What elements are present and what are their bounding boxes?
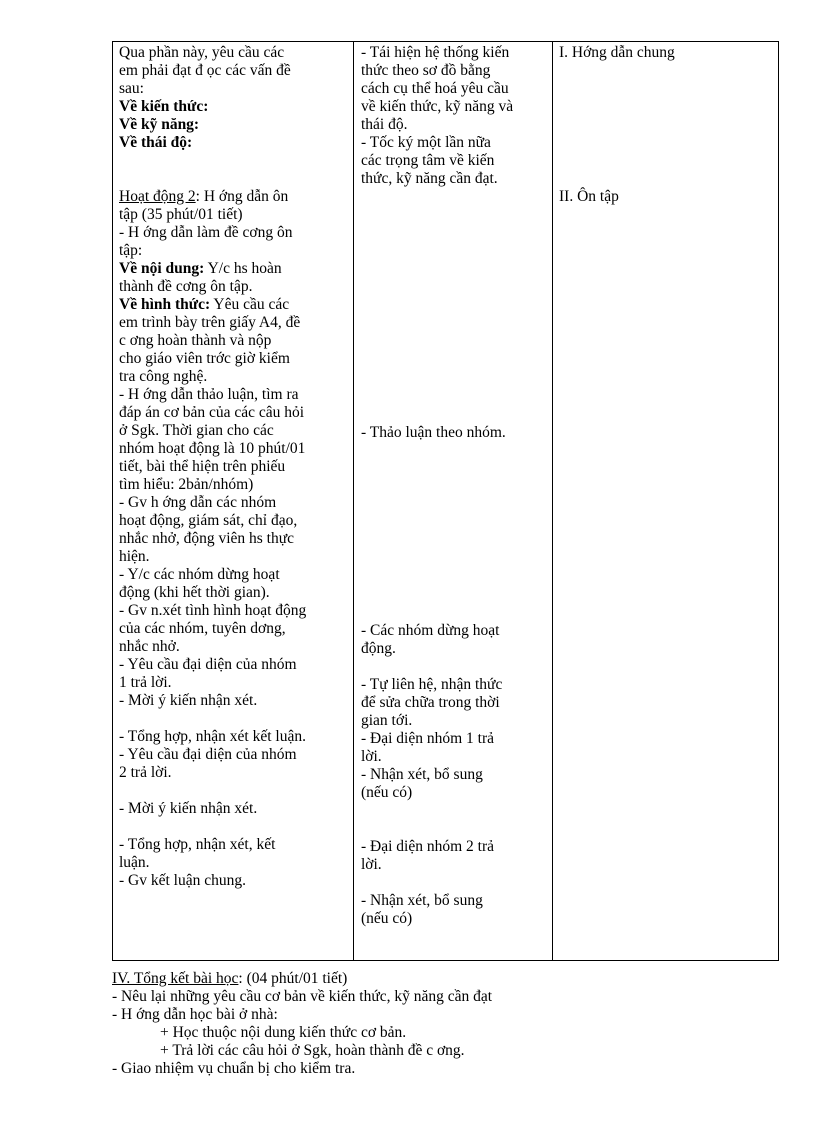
rep1-line: - Yêu cầu đại diện của nhóm [119,656,297,673]
note-line: thức, kỹ năng cần đạt. [361,170,498,187]
guide-line: tập: [119,242,143,259]
recall-line: cách cụ thể hoá yêu cầu [361,80,509,97]
self-line: gian tới. [361,712,413,729]
recall-line: thức theo sơ đồ bằng [361,62,491,79]
skills-heading: Về kỹ năng: [119,116,200,133]
section-review: II. Ôn tập [559,188,619,205]
self-line: để sửa chữa trong thời [361,694,500,711]
conclude-line: - Gv kết luận chung. [119,872,246,889]
intro-line: Qua phần này, yêu cầu các [119,44,285,61]
teacher-activity-column [119,44,351,890]
summary-line: - Giao nhiệm vụ chuẩn bị cho kiểm tra. [112,1060,356,1077]
comment1-line: - Nhận xét, bổ sung [361,766,483,783]
note-line: các trọng tâm về kiến [361,152,495,169]
rep2-line: lời. [361,856,382,873]
comment1-line: (nếu có) [361,784,413,801]
summary2-line: luận. [119,854,150,871]
summary-heading: IV. Tổng kết bài học: (04 phút/01 tiết) [112,970,348,987]
review-line: nhắc nhở. [119,638,180,655]
content-line: Về nội dung: Y/c hs hoàn [119,260,282,277]
content-line: thành đề cơng ôn tập. [119,278,253,295]
intro-line: em phải đạt đ ọc các vấn đề [119,62,291,79]
attitude-heading: Về thái độ: [119,134,193,151]
group-discuss-text: - Thảo luận theo nhóm. [361,424,506,441]
discuss-line: tìm hiểu: 2bản/nhóm) [119,476,254,493]
summary1-line: - Tổng hợp, nhận xét kết luận. [119,728,306,745]
invite1-line: - Mời ý kiến nhận xét. [119,692,258,709]
review-line: - Gv n.xét tình hình hoạt động [119,602,307,619]
discuss-line: - H ớng dẫn thảo luận, tìm ra [119,386,299,403]
column-divider-2 [552,42,553,960]
lesson-table [112,41,779,961]
discuss-line: ở Sgk. Thời gian cho các [119,422,274,439]
self-line: - Tự liên hệ, nhận thức [361,676,503,693]
form-line: tra công nghệ. [119,368,208,385]
invite2-line: - Mời ý kiến nhận xét. [119,800,258,817]
rep1-line: 1 trả lời. [119,674,172,691]
form-line: em trình bày trên giấy A4, đề [119,314,301,331]
student-response-block [361,622,551,928]
intro-line: sau: [119,80,144,97]
recall-line: - Tái hiện hệ thống kiến [361,44,510,61]
rep2-line: - Yêu cầu đại diện của nhóm [119,746,297,763]
stop-line: động. [361,640,396,657]
lesson-summary [112,970,492,1078]
rep2-line: 2 trả lời. [119,764,172,781]
note-line: - Tốc ký một lần nữa [361,134,491,151]
activity2-time: tập (35 phút/01 tiết) [119,206,243,223]
column-divider-1 [353,42,354,960]
student-activity-column [361,44,551,188]
form-line: Về hình thức: Yêu cầu các [119,296,290,313]
supervise-line: hiện. [119,548,150,565]
comment2-line: - Nhận xét, bổ sung [361,892,483,909]
summary-line: - Nêu lại những yêu cầu cơ bản về kiến thức, kỹ năng cần đạt [112,988,493,1005]
rep1-line: - Đại diện nhóm 1 trả [361,730,495,747]
discuss-line: đáp án cơ bản của các câu hỏi [119,404,305,421]
knowledge-heading: Về kiến thức: [119,98,209,115]
form-line: cho giáo viên trớc giờ kiểm [119,350,290,367]
stop-line: - Y/c các nhóm dừng hoạt [119,566,280,583]
activity2-heading: Hoạt động 2: H ớng dẫn ôn [119,188,289,205]
summary2-line: - Tổng hợp, nhận xét, kết [119,836,276,853]
supervise-line: nhắc nhở, động viên hs thực [119,530,295,547]
stop-line: động (khi hết thời gian). [119,584,270,601]
supervise-line: - Gv h ớng dẫn các nhóm [119,494,277,511]
discuss-line: nhóm hoạt động là 10 phút/01 [119,440,306,457]
rep2-line: - Đại diện nhóm 2 trả [361,838,495,855]
review-line: của các nhóm, tuyên dơng, [119,620,286,637]
recall-line: thái độ. [361,116,408,133]
guide-line: - H ớng dẫn làm đề cơng ôn [119,224,293,241]
recall-line: về kiến thức, kỹ năng và [361,98,514,115]
summary-line: + Trả lời các câu hỏi ở Sgk, hoàn thành đề c ơng. [160,1042,465,1059]
discuss-line: tiết, bài thể hiện trên phiếu [119,458,286,475]
stop-line: - Các nhóm dừng hoạt [361,622,500,639]
supervise-line: hoạt động, giám sát, chỉ đạo, [119,512,298,529]
summary-line: - H ớng dẫn học bài ở nhà: [112,1006,278,1023]
summary-line: + Học thuộc nội dung kiến thức cơ bản. [160,1024,407,1041]
comment2-line: (nếu có) [361,910,413,927]
section-general-guide: I. Hớng dẫn chung [559,44,675,61]
rep1-line: lời. [361,748,382,765]
form-line: c ơng hoàn thành và nộp [119,332,272,349]
